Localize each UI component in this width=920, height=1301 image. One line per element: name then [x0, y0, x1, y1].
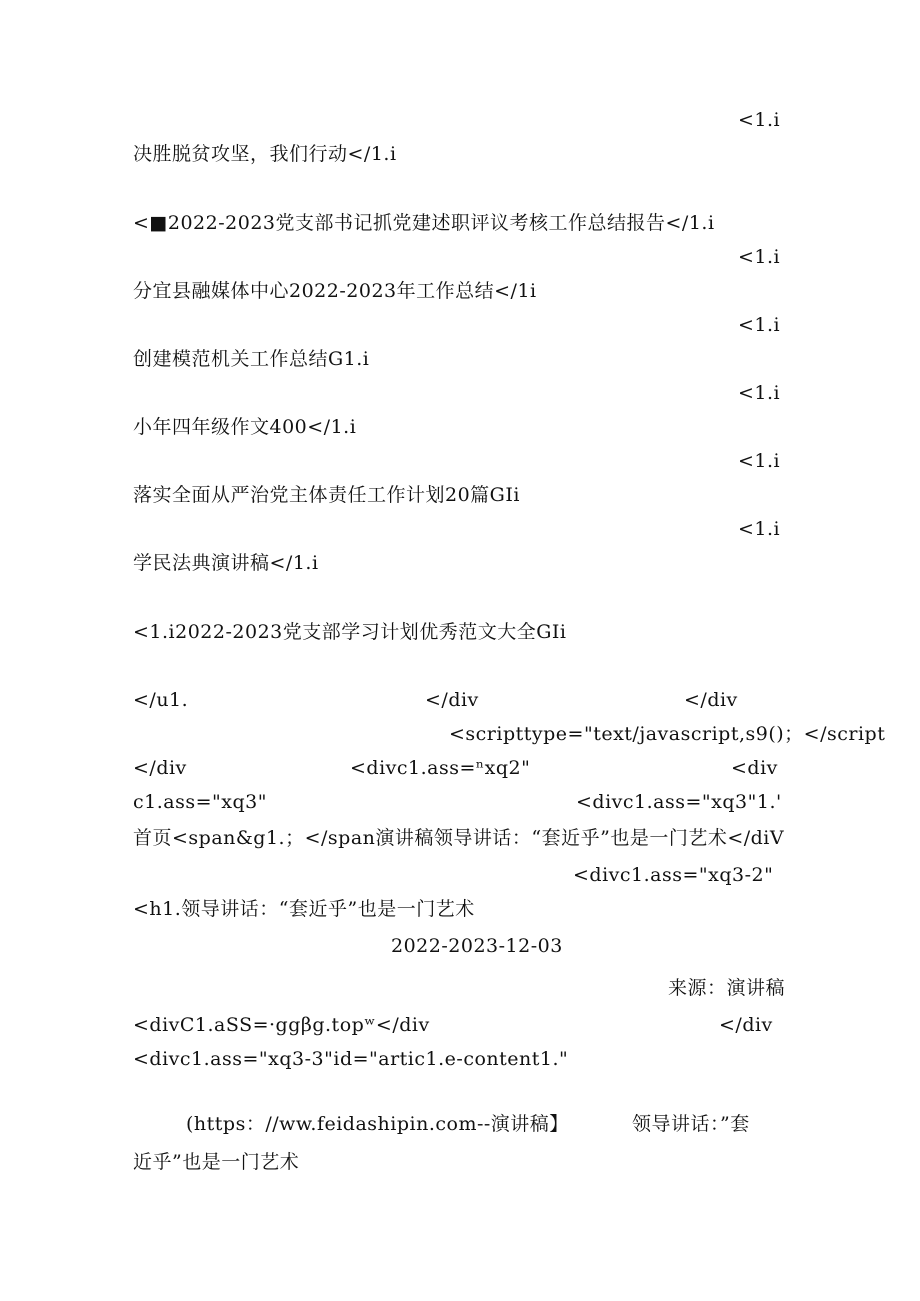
- text-line: <1.i2022-2023党支部学习计划优秀范文大全GIi: [133, 621, 567, 643]
- text-line: 领导讲话：”套: [632, 1113, 750, 1135]
- text-line: 决胜脱贫攻坚，我们行动</1.i: [133, 143, 397, 165]
- text-line: <1.i: [738, 109, 781, 131]
- text-line: 分宜县融媒体中心2022-2023年工作总结</1i: [133, 280, 537, 302]
- text-line: <1.i: [738, 382, 781, 404]
- text-line: 落实全面从严治党主体责任工作计划20篇GIi: [133, 484, 520, 506]
- text-line: <1.i: [738, 518, 781, 540]
- text-line: <divc1.ass="xq3"1.': [576, 791, 782, 813]
- text-line: <1.i: [738, 314, 781, 336]
- text-line: <■2022-2023党支部书记抓党建述职评议考核工作总结报告</1.i: [133, 212, 715, 234]
- text-line: <div: [731, 757, 778, 779]
- text-line: 学民法典演讲稿</1.i: [133, 552, 319, 574]
- text-line: <1.i: [738, 450, 781, 472]
- text-line: </div: [719, 1014, 773, 1036]
- text-line: 小年四年级作文400</1.i: [133, 416, 357, 438]
- text-line: <1.i: [738, 246, 781, 268]
- text-line: <h1.领导讲话：“套近乎”也是一门艺术: [133, 898, 475, 920]
- text-line: <divC1.aSS=·ggβg.topʷ</div: [133, 1014, 430, 1036]
- text-line: (https：//ww.feidashipin.com--演讲稿】: [186, 1113, 569, 1135]
- text-line: c1.ass="xq3": [133, 791, 267, 813]
- text-line: 首页<span&g1.；</span演讲稿领导讲话：“套近乎”也是一门艺术</diV: [133, 827, 785, 849]
- text-line: <divc1.ass="xq3-3"id="artic1.e-content1.": [133, 1048, 569, 1070]
- text-line: <divc1.ass="xq3-2": [573, 864, 774, 886]
- text-line: </u1.: [133, 689, 189, 711]
- text-line: </div: [133, 757, 187, 779]
- text-line: 近乎”也是一门艺术: [133, 1151, 300, 1173]
- text-line: <scripttype="text/javascript,s9()；</script: [449, 723, 886, 745]
- text-line: </div: [425, 689, 479, 711]
- text-line: 来源：演讲稿: [668, 977, 786, 999]
- text-line: <divc1.ass=ⁿxq2": [350, 757, 531, 779]
- text-line: </div: [684, 689, 738, 711]
- text-line: 2022-2023-12-03: [391, 935, 563, 957]
- text-line: 创建模范机关工作总结G1.i: [133, 348, 370, 370]
